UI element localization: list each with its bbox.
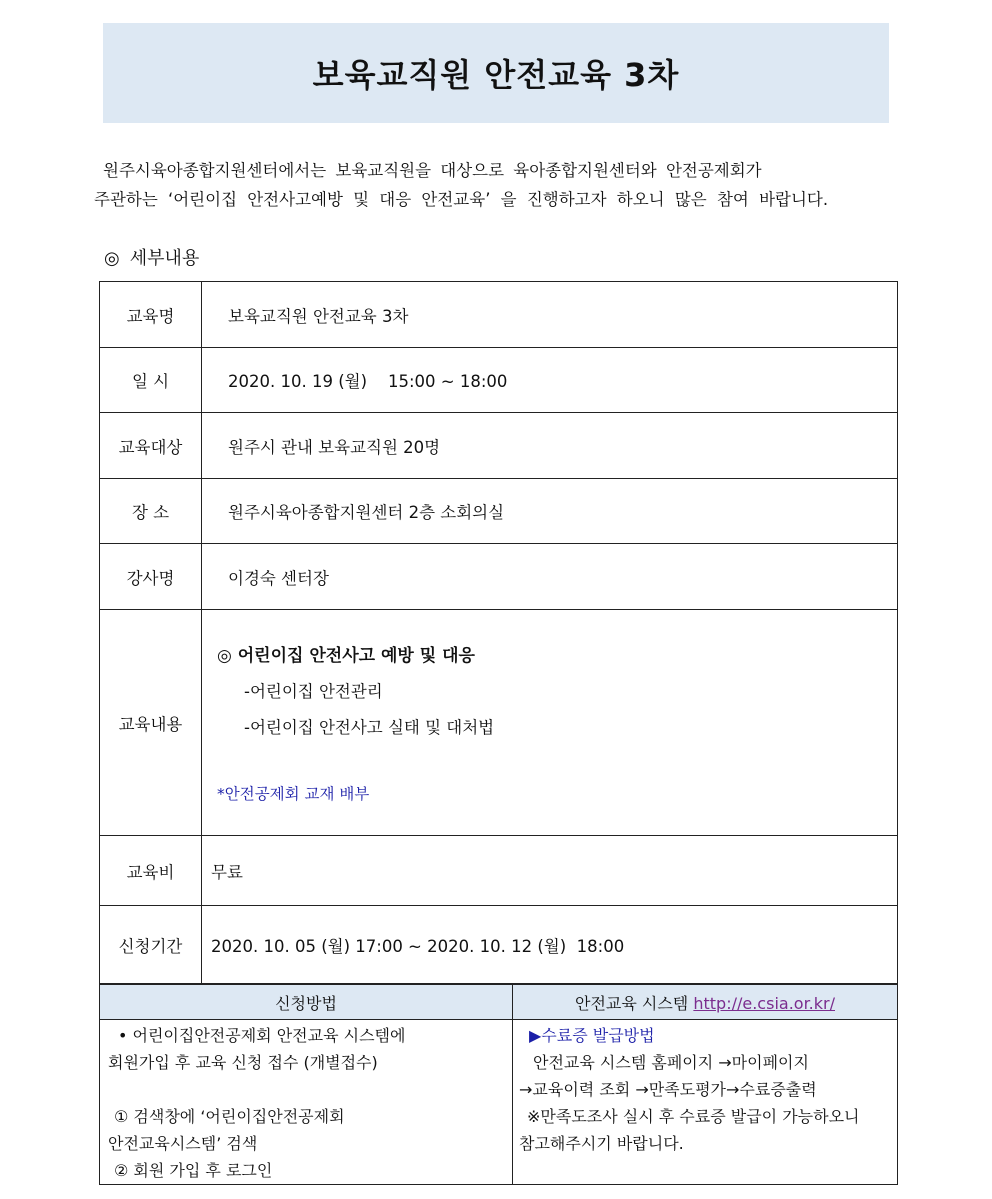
row-content bbox=[100, 610, 898, 836]
label-instructor: 강사명 bbox=[100, 544, 202, 610]
method-line-4: ① 검색창에 ‘어린이집안전공제회 bbox=[114, 1107, 345, 1126]
value-period: 2020. 10. 05 (월) 17:00 ~ 2020. 10. 12 (월) 18:00 bbox=[202, 906, 898, 984]
system-link[interactable]: http://e.csia.or.kr/ bbox=[693, 993, 835, 1013]
title-banner bbox=[103, 23, 889, 123]
content-note: *안전공제회 교재 배부 bbox=[217, 785, 370, 803]
row-fee bbox=[100, 836, 898, 906]
value-place: 원주시육아종합지원센터 2층 소회의실 bbox=[202, 479, 898, 544]
row-instructor bbox=[100, 544, 898, 610]
label-date: 일 시 bbox=[100, 348, 202, 413]
method-line-6: ② 회원 가입 후 로그인 bbox=[114, 1161, 273, 1180]
method-line-2: 회원가입 후 교육 신청 접수 (개별접수) bbox=[108, 1053, 378, 1072]
certificate-line-3: ※만족도조사 실시 후 수료증 발급이 가능하오니 bbox=[527, 1107, 860, 1126]
intro-line-2: 주관하는 ‘어린이집 안전사고예방 및 대응 안전교육’ 을 진행하고자 하오니 많은 참여 바랍니다. bbox=[94, 190, 829, 209]
apply-method-body bbox=[100, 1020, 513, 1185]
system-header bbox=[513, 985, 898, 1020]
label-fee: 교육비 bbox=[100, 836, 202, 906]
system-header-text: 안전교육 시스템 bbox=[574, 993, 689, 1013]
page-title: 보육교직원 안전교육 3차 bbox=[312, 56, 680, 94]
method-line-3 bbox=[108, 1076, 506, 1103]
label-target: 교육대상 bbox=[100, 413, 202, 479]
value-instructor: 이경숙 센터장 bbox=[202, 544, 898, 610]
label-name: 교육명 bbox=[100, 282, 202, 348]
value-fee: 무료 bbox=[202, 836, 898, 906]
apply-body-row bbox=[100, 1020, 898, 1185]
label-content: 교육내용 bbox=[100, 610, 202, 836]
value-name: 보육교직원 안전교육 3차 bbox=[202, 282, 898, 348]
method-line-5: 안전교육시스템’ 검색 bbox=[108, 1134, 258, 1153]
certificate-title: ▶수료증 발급방법 bbox=[529, 1026, 655, 1045]
intro-paragraph bbox=[90, 156, 900, 214]
row-period bbox=[100, 906, 898, 984]
row-target bbox=[100, 413, 898, 479]
double-circle-icon: ◎ bbox=[104, 248, 120, 269]
value-target: 원주시 관내 보육교직원 20명 bbox=[202, 413, 898, 479]
certificate-line-1: 안전교육 시스템 홈페이지 →마이페이지 bbox=[533, 1053, 809, 1072]
apply-table bbox=[99, 984, 898, 1185]
value-content bbox=[202, 610, 898, 836]
label-period: 신청기간 bbox=[100, 906, 202, 984]
content-item-2: -어린이집 안전사고 실태 및 대처법 bbox=[244, 718, 495, 737]
intro-line-1: 원주시육아종합지원센터에서는 보육교직원을 대상으로 육아종합지원센터와 안전공제회가 bbox=[103, 161, 762, 180]
certificate-line-2: →교육이력 조회 →만족도평가→수료증출력 bbox=[519, 1080, 817, 1099]
row-place bbox=[100, 479, 898, 544]
row-name bbox=[100, 282, 898, 348]
certificate-line-4: 참고해주시기 바랍니다. bbox=[519, 1134, 684, 1153]
content-item-1: -어린이집 안전관리 bbox=[244, 682, 383, 701]
details-table bbox=[99, 281, 898, 984]
apply-method-header: 신청방법 bbox=[100, 985, 513, 1020]
apply-header-row bbox=[100, 985, 898, 1020]
row-date bbox=[100, 348, 898, 413]
section-label: 세부내용 bbox=[129, 248, 200, 269]
section-title bbox=[104, 244, 199, 270]
certificate-body bbox=[513, 1020, 898, 1185]
content-heading: ◎ 어린이집 안전사고 예방 및 대응 bbox=[217, 646, 475, 666]
label-place: 장 소 bbox=[100, 479, 202, 544]
method-line-1: • 어린이집안전공제회 안전교육 시스템에 bbox=[118, 1026, 406, 1045]
value-date: 2020. 10. 19 (월) 15:00 ~ 18:00 bbox=[202, 348, 898, 413]
